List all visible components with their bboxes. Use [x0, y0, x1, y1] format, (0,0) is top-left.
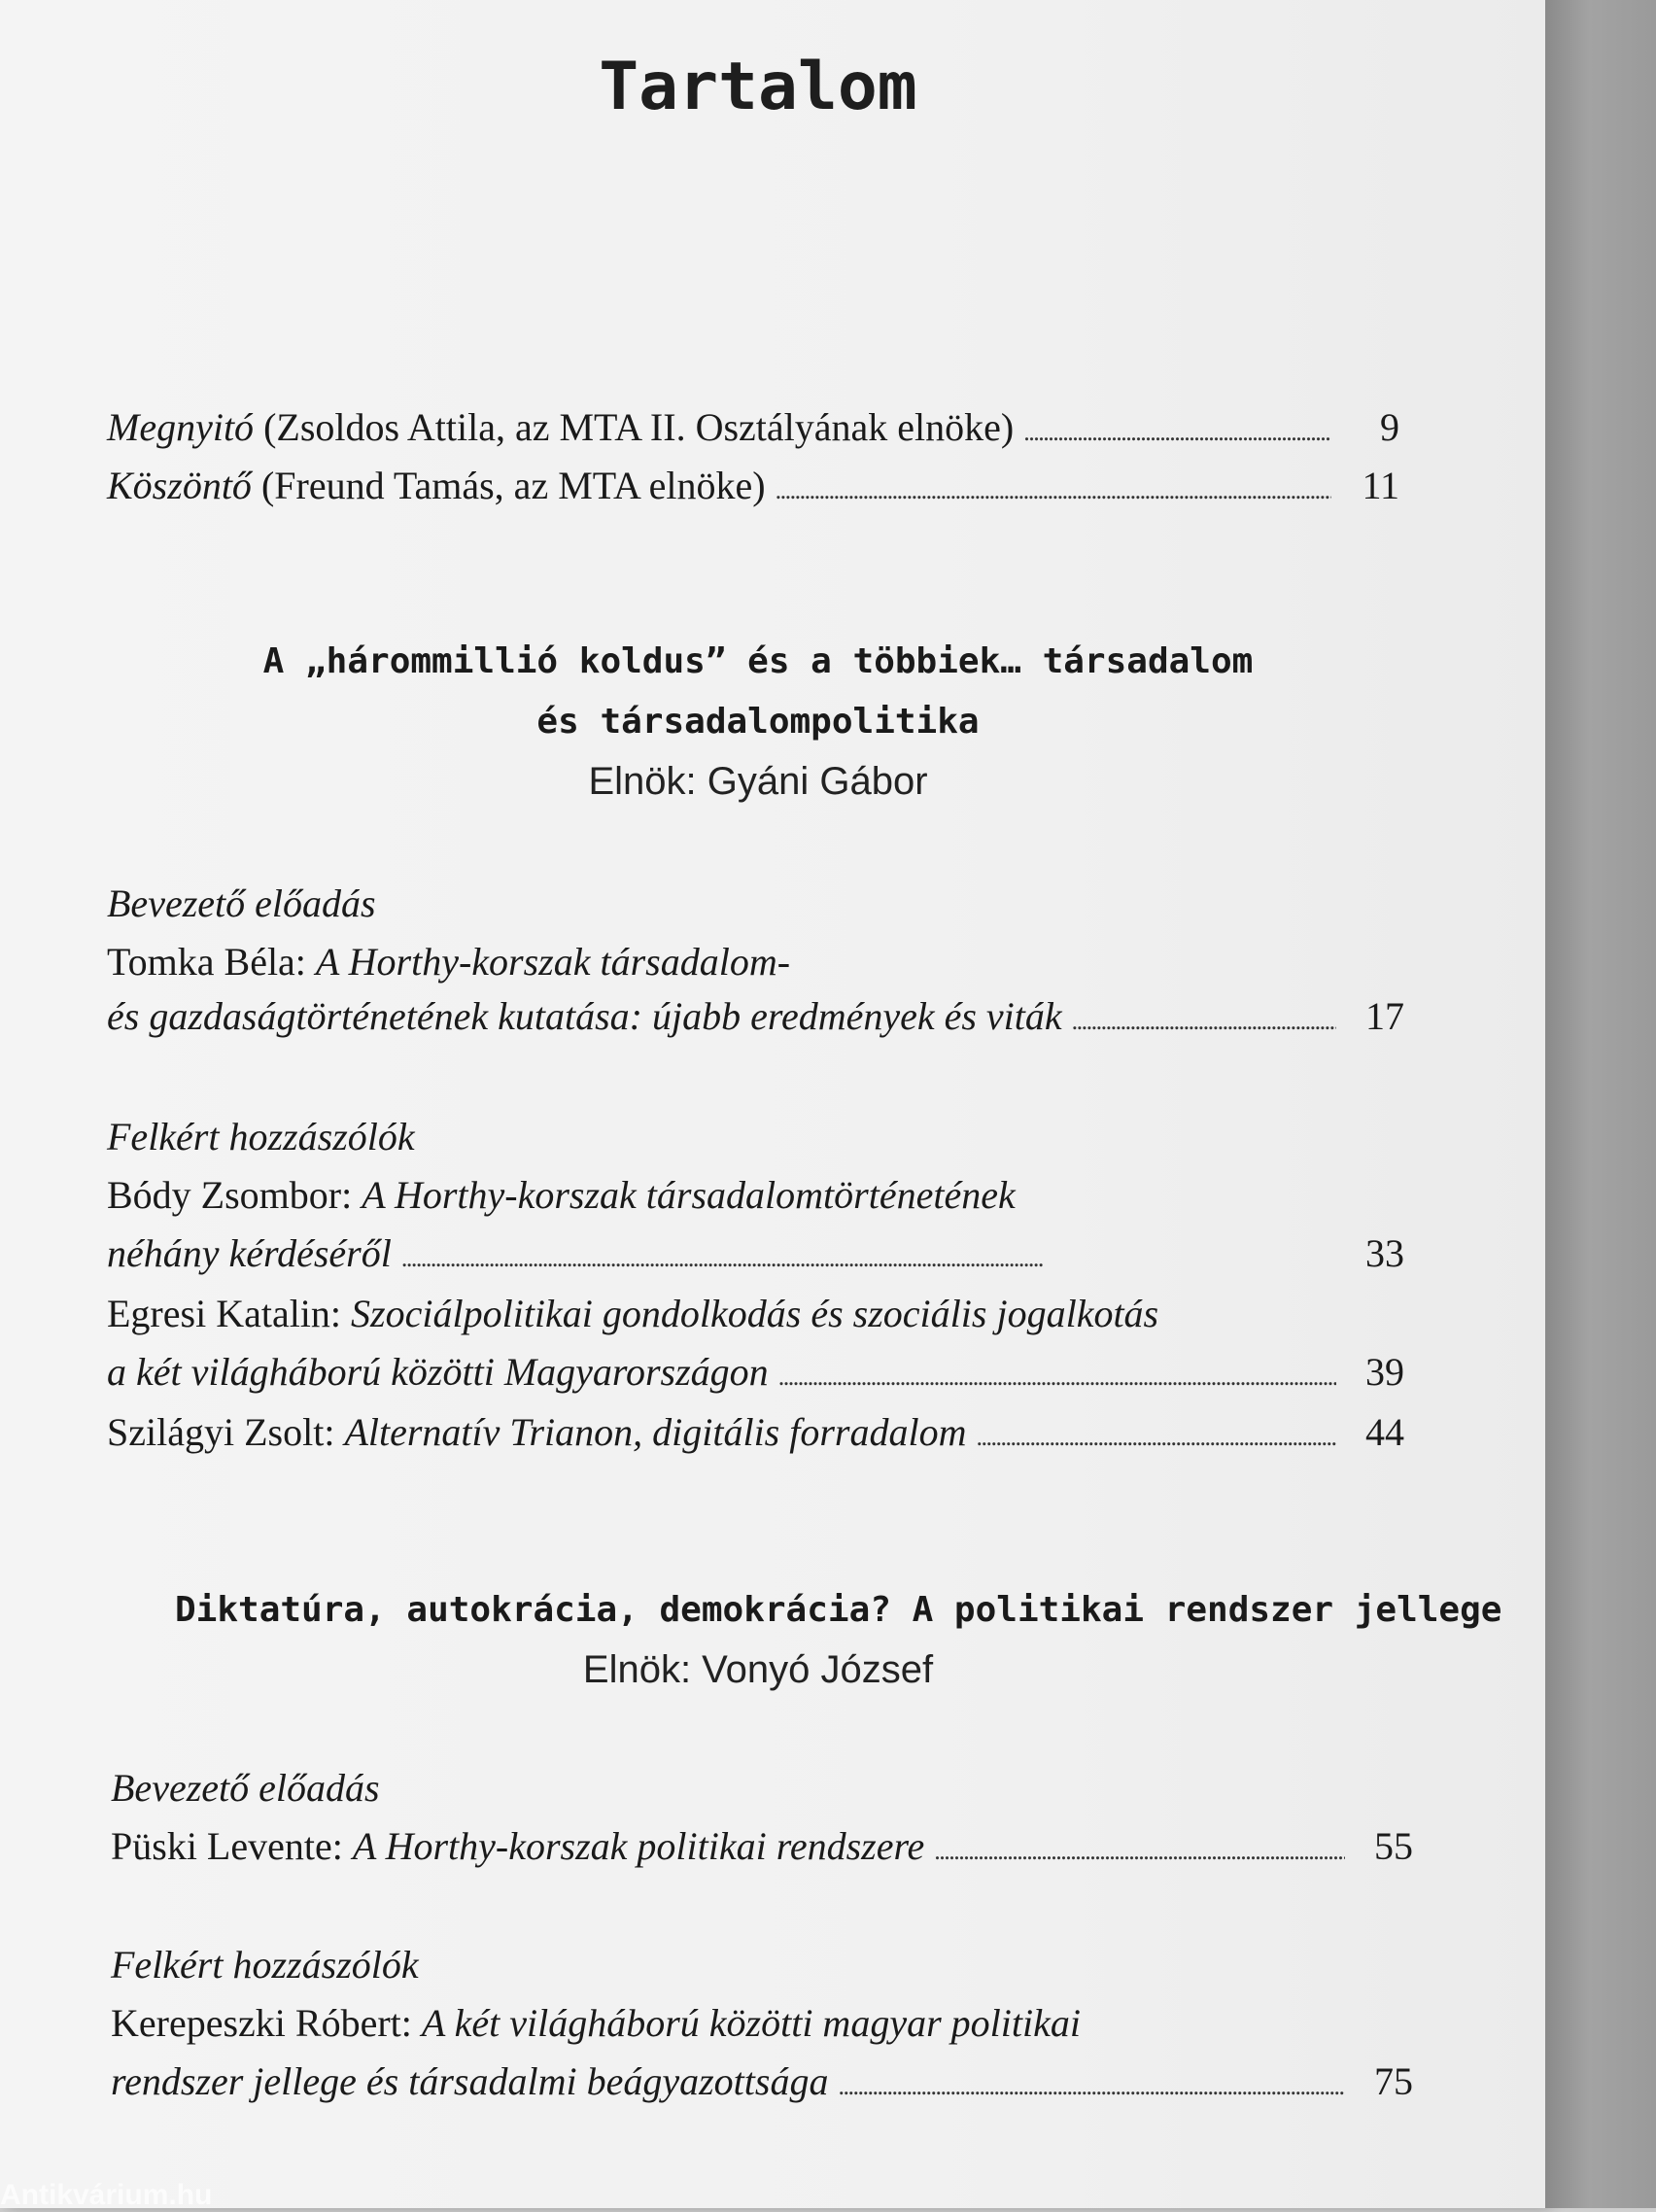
leader-dots — [1072, 997, 1336, 1036]
comment-entry-line2 — [111, 2059, 1413, 2103]
page-number: 33 — [1365, 1231, 1404, 1275]
author: Egresi Katalin: — [107, 1292, 342, 1335]
page-number: 11 — [1362, 464, 1399, 507]
section1-lecture-line1 — [107, 940, 791, 984]
entry-detail: (Zsoldos Attila, az MTA II. Osztályának elnöke) — [254, 405, 1015, 449]
leader-dots — [776, 467, 1331, 505]
section1-lecture-line2 — [107, 994, 1404, 1038]
comment-title-cont: rendszer jellege és társadalmi beágyazottsága — [111, 2059, 829, 2103]
toc-entry-megnyito — [107, 405, 1399, 449]
comment-title: A két világháború közötti magyar politikai — [421, 2001, 1081, 2045]
lecture-title: A Horthy-korszak társadalom- — [315, 940, 791, 984]
section1-chair: Elnök: Gyáni Gábor — [588, 760, 928, 803]
comment-entry-line2 — [107, 1231, 1404, 1275]
book-edge — [1545, 0, 1656, 2208]
lecture-title-cont: és gazdaságtörténetének kutatása: újabb eredmények és viták — [107, 994, 1062, 1038]
comment-entry — [107, 1410, 1404, 1454]
section1-intro-heading: Bevezető előadás — [107, 881, 376, 925]
author: Szilágyi Zsolt: — [107, 1410, 335, 1454]
section2-comments-heading: Felkért hozzászólók — [111, 1943, 419, 1987]
leader-dots — [1023, 408, 1331, 447]
entry-label: Köszöntő — [107, 464, 252, 507]
lecture-title: A Horthy-korszak politikai rendszere — [352, 1824, 925, 1868]
page-number: 17 — [1365, 994, 1404, 1038]
entry-label: Megnyitó — [107, 405, 255, 449]
comment-entry-line1 — [107, 1173, 1016, 1217]
comment-title-cont: a két világháború közötti Magyarországon — [107, 1350, 769, 1394]
page-number: 39 — [1365, 1350, 1404, 1394]
leader-dots — [838, 2062, 1345, 2101]
comment-entry-line1 — [107, 1292, 1159, 1335]
comment-entry-line1 — [111, 2001, 1081, 2045]
watermark: Antikvárium.hu — [0, 2179, 213, 2211]
section1-title-line1: A „hárommillió koldus” és a többiek… társadalom — [262, 641, 1254, 681]
section2-intro-heading: Bevezető előadás — [111, 1766, 380, 1810]
leader-dots — [977, 1413, 1337, 1452]
toc-entry-koszonto — [107, 464, 1399, 507]
page-number: 55 — [1374, 1824, 1413, 1868]
section2-title: Diktatúra, autokrácia, demokrácia? A politikai rendszer jellege — [175, 1590, 1502, 1630]
leader-dots — [401, 1234, 1336, 1273]
section1-title-line2: és társadalompolitika — [536, 702, 980, 742]
entry-detail: (Freund Tamás, az MTA elnöke) — [251, 464, 766, 507]
page-title: Tartalom — [599, 49, 917, 125]
comment-entry-line2 — [107, 1350, 1404, 1394]
section2-chair: Elnök: Vonyó József — [582, 1648, 934, 1691]
page-number: 44 — [1365, 1410, 1404, 1454]
page-number: 75 — [1374, 2059, 1413, 2103]
author: Püski Levente: — [111, 1824, 343, 1868]
leader-dots — [934, 1827, 1345, 1866]
author: Tomka Béla: — [107, 940, 306, 984]
author: Bódy Zsombor: — [107, 1173, 353, 1217]
section2-lecture — [111, 1824, 1413, 1868]
comment-title: Alternatív Trianon, digitális forradalom — [344, 1410, 967, 1454]
comment-title: Szociálpolitikai gondolkodás és szociális jogalkotás — [351, 1292, 1159, 1335]
section1-comments-heading: Felkért hozzászólók — [107, 1115, 415, 1158]
comment-title: A Horthy-korszak társadalomtörténetének — [362, 1173, 1016, 1217]
author: Kerepeszki Róbert: — [111, 2001, 412, 2045]
comment-title-cont: néhány kérdéséről — [107, 1231, 392, 1275]
leader-dots — [778, 1353, 1336, 1392]
page-number: 9 — [1380, 405, 1399, 449]
